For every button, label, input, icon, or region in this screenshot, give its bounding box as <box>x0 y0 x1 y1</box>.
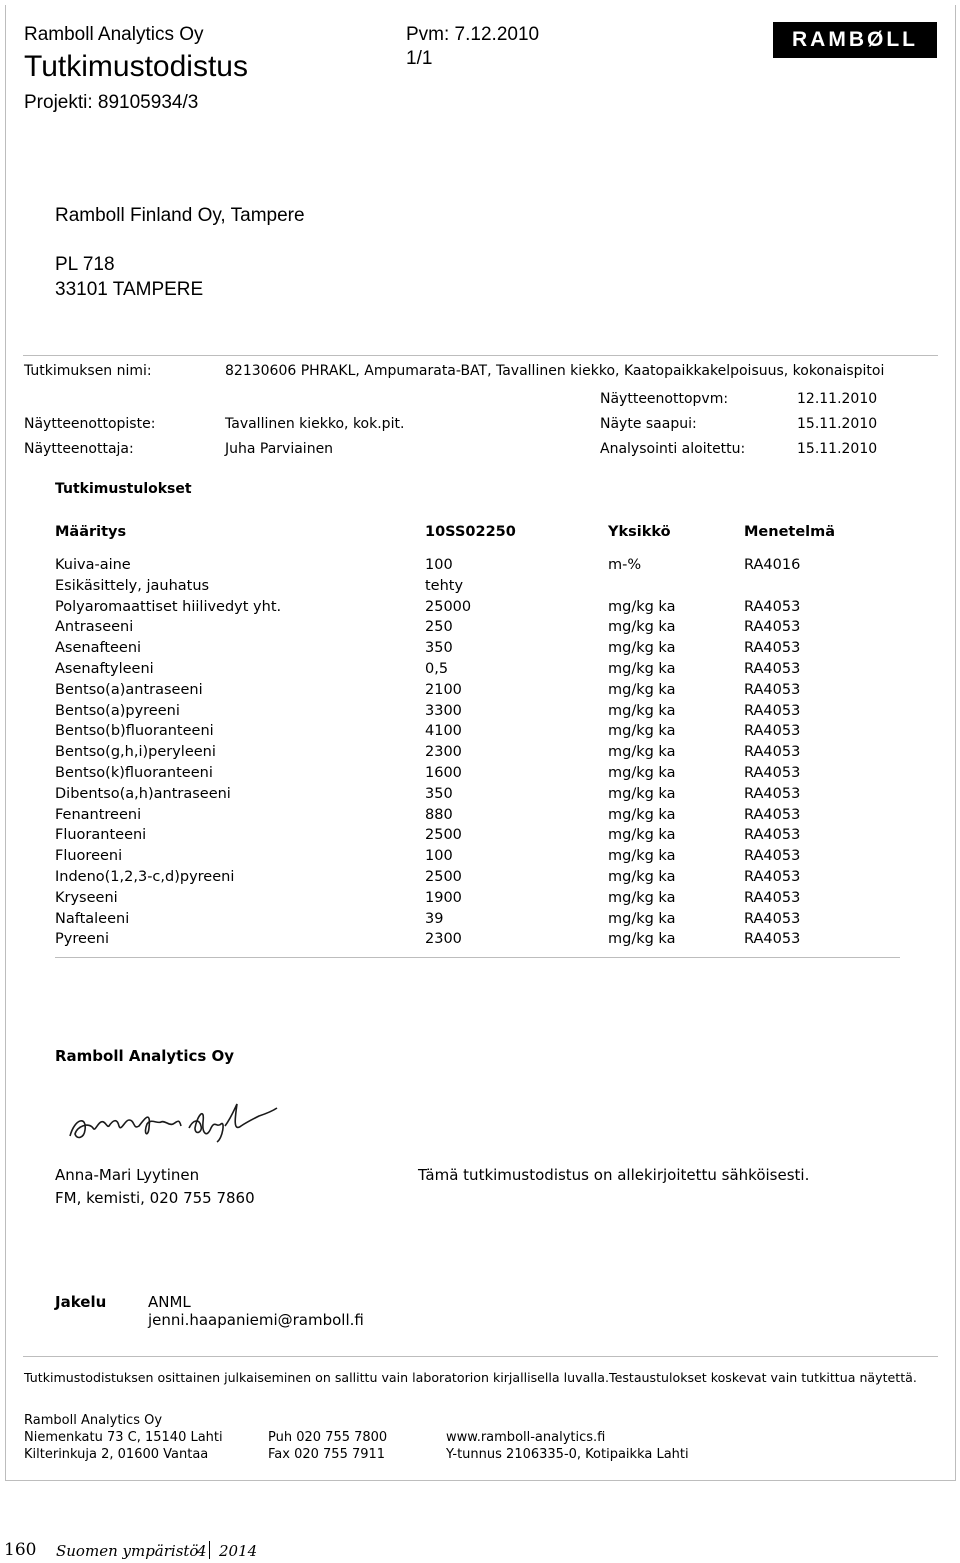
cell-determination: Dibentso(a,h)antraseeni <box>55 785 231 802</box>
cell-determination: Fluoranteeni <box>55 827 147 844</box>
cell-method: RA4053 <box>744 765 801 781</box>
table-row <box>55 869 900 890</box>
cell-determination: Esikäsittely, jauhatus <box>55 577 210 594</box>
cell-unit: mg/kg ka <box>608 910 676 927</box>
cell-unit: mg/kg ka <box>608 619 676 636</box>
cell-unit: mg/kg ka <box>608 785 676 802</box>
footer-address-vantaa: Kilterinkuja 2, 01600 Vantaa <box>24 1447 209 1462</box>
project-number: Projekti: 89105934/3 <box>24 92 199 113</box>
ramboll-logo: RAMBØLL <box>773 22 937 58</box>
sampler-value: Juha Parviainen <box>225 441 334 457</box>
signer-title: FM, kemisti, 020 755 7860 <box>55 1189 255 1207</box>
analysis-start-value: 15.11.2010 <box>797 441 878 457</box>
study-name-label: Tutkimuksen nimi: <box>24 363 152 379</box>
results-header-row <box>55 524 900 545</box>
cell-method: RA4053 <box>744 598 801 615</box>
signature-org: Ramboll Analytics Oy <box>55 1047 235 1065</box>
info-top-rule <box>23 355 938 356</box>
table-row <box>55 848 900 869</box>
results-bottom-rule <box>55 957 900 958</box>
cell-method: RA4053 <box>744 619 801 636</box>
document-title: Tutkimustodistus <box>24 50 248 83</box>
cell-determination: Fluoreeni <box>55 848 123 865</box>
distribution-line2: jenni.haapaniemi@ramboll.fi <box>148 1311 364 1329</box>
table-row <box>55 827 900 848</box>
cell-method: RA4053 <box>744 702 801 719</box>
cell-result: 4100 <box>425 723 462 740</box>
cell-method: RA4016 <box>744 557 801 573</box>
cell-method: RA4053 <box>744 869 801 885</box>
cell-method: RA4053 <box>744 910 801 927</box>
distribution-line1: ANML <box>148 1293 191 1311</box>
cell-result: 2100 <box>425 681 462 698</box>
cell-method: RA4053 <box>744 848 801 865</box>
table-row <box>55 890 900 911</box>
cell-determination: Bentso(a)pyreeni <box>55 702 180 719</box>
cell-determination: Asenaftyleeni <box>55 661 154 677</box>
cell-unit: mg/kg ka <box>608 640 676 657</box>
cell-determination: Asenafteeni <box>55 640 142 657</box>
cell-determination: Kryseeni <box>55 889 118 906</box>
cell-result: 880 <box>425 806 453 823</box>
cell-result: 25000 <box>425 598 472 615</box>
disclaimer-top-rule <box>23 1356 938 1357</box>
cell-unit: mg/kg ka <box>608 931 676 948</box>
cell-determination: Pyreeni <box>55 931 110 948</box>
cell-result: 2500 <box>425 827 462 844</box>
table-row <box>55 723 900 744</box>
header-determination: Määritys <box>55 524 127 540</box>
cell-method: RA4053 <box>744 681 801 698</box>
cell-result: 2300 <box>425 744 462 761</box>
cell-method: RA4053 <box>744 744 801 761</box>
cell-method: RA4053 <box>744 785 801 802</box>
footer-business-id: Y-tunnus 2106335-0, Kotipaikka Lahti <box>446 1447 689 1462</box>
publication-issue: 4 <box>197 1542 207 1560</box>
footer-address-lahti: Niemenkatu 73 C, 15140 Lahti <box>24 1430 223 1445</box>
recipient-address-line2: 33101 TAMPERE <box>55 279 204 300</box>
cell-unit: mg/kg ka <box>608 723 676 740</box>
cell-determination: Polyaromaattiset hiilivedyt yht. <box>55 598 282 615</box>
table-row <box>55 557 900 578</box>
cell-unit: mg/kg ka <box>608 848 676 865</box>
cell-result: 250 <box>425 619 453 636</box>
cell-result: 350 <box>425 640 453 657</box>
disclaimer-text: Tutkimustodistuksen osittainen julkaiseminen on sallittu vain laboratorion kirjallisella luvalla.Testaustulokset koskevat vain tutkittua näytettä. <box>24 1370 917 1385</box>
cell-result: 100 <box>425 557 453 573</box>
cell-determination: Bentso(g,h,i)peryleeni <box>55 744 216 761</box>
cell-determination: Bentso(k)fluoranteeni <box>55 765 213 781</box>
analysis-start-label: Analysointi aloitettu: <box>600 441 746 457</box>
publication-name: Suomen ympäristö <box>56 1542 199 1560</box>
header-sample-id: 10SS02250 <box>425 524 516 540</box>
table-row <box>55 619 900 640</box>
footer-fax: Fax 020 755 7911 <box>268 1447 386 1462</box>
cell-method: RA4053 <box>744 661 801 677</box>
table-row <box>55 744 900 765</box>
cell-determination: Antraseeni <box>55 619 134 636</box>
cell-determination: Bentso(a)antraseeni <box>55 681 203 698</box>
recipient-address-line1: PL 718 <box>55 254 115 275</box>
cell-result: 1900 <box>425 889 462 906</box>
sampling-site-label: Näytteenottopiste: <box>24 416 156 432</box>
frame-bottom-border <box>5 1480 956 1481</box>
table-row <box>55 661 900 682</box>
table-row <box>55 807 900 828</box>
cell-determination: Bentso(b)fluoranteeni <box>55 723 214 740</box>
cell-method: RA4053 <box>744 723 801 740</box>
cell-result: 100 <box>425 848 453 865</box>
sampling-date-label: Näytteenottopvm: <box>600 391 729 407</box>
recipient-name: Ramboll Finland Oy, Tampere <box>55 205 305 226</box>
cell-result: 0,5 <box>425 661 449 677</box>
received-label: Näyte saapui: <box>600 416 697 432</box>
footer-website: www.ramboll-analytics.fi <box>446 1430 606 1445</box>
distribution-label: Jakelu <box>55 1293 107 1311</box>
table-row <box>55 931 900 952</box>
results-section-title: Tutkimustulokset <box>55 481 192 497</box>
cell-result: 1600 <box>425 765 462 781</box>
frame-right-border <box>955 5 956 1480</box>
cell-unit: mg/kg ka <box>608 681 676 698</box>
table-row <box>55 682 900 703</box>
cell-method: RA4053 <box>744 827 801 844</box>
cell-result: tehty <box>425 577 464 594</box>
cell-unit: mg/kg ka <box>608 869 676 885</box>
cell-result: 2500 <box>425 869 462 885</box>
table-row <box>55 786 900 807</box>
cell-method: RA4053 <box>744 806 801 823</box>
cell-unit: mg/kg ka <box>608 702 676 719</box>
cell-unit: mg/kg ka <box>608 661 676 677</box>
table-row <box>55 703 900 724</box>
cell-determination: Kuiva-aine <box>55 557 131 573</box>
handwritten-signature <box>65 1098 295 1148</box>
sampling-site-value: Tavallinen kiekko, kok.pit. <box>225 416 405 432</box>
document-date: Pvm: 7.12.2010 <box>406 24 540 45</box>
cell-determination: Fenantreeni <box>55 806 142 823</box>
cell-result: 39 <box>425 910 444 927</box>
cell-method: RA4053 <box>744 640 801 657</box>
header-unit: Yksikkö <box>608 524 671 540</box>
cell-unit: mg/kg ka <box>608 827 676 844</box>
sampler-label: Näytteenottaja: <box>24 441 134 457</box>
company-name: Ramboll Analytics Oy <box>24 24 204 45</box>
table-row <box>55 911 900 932</box>
received-value: 15.11.2010 <box>797 416 878 432</box>
footer-company-name: Ramboll Analytics Oy <box>24 1413 163 1428</box>
cell-method: RA4053 <box>744 931 801 948</box>
cell-determination: Naftaleeni <box>55 910 130 927</box>
cell-unit: mg/kg ka <box>608 598 676 615</box>
table-row <box>55 640 900 661</box>
cell-unit: mg/kg ka <box>608 889 676 906</box>
cell-unit: m-% <box>608 557 642 573</box>
cell-determination: Indeno(1,2,3-c,d)pyreeni <box>55 869 235 885</box>
cell-unit: mg/kg ka <box>608 744 676 761</box>
header-method: Menetelmä <box>744 524 836 540</box>
study-name-value: 82130606 PHRAKL, Ampumarata-BAT, Tavallinen kiekko, Kaatopaikkakelpoisuus, kokonaispitoi <box>225 363 885 379</box>
cell-unit: mg/kg ka <box>608 806 676 823</box>
page-number: 160 <box>4 1540 37 1560</box>
table-row <box>55 765 900 786</box>
footer-separator <box>209 1541 210 1559</box>
table-row <box>55 578 900 599</box>
cell-result: 350 <box>425 785 453 802</box>
frame-left-border <box>5 5 6 1480</box>
table-row <box>55 599 900 620</box>
signer-name: Anna-Mari Lyytinen <box>55 1166 200 1184</box>
cell-result: 2300 <box>425 931 462 948</box>
footer-phone: Puh 020 755 7800 <box>268 1430 388 1445</box>
electronic-signature-note: Tämä tutkimustodistus on allekirjoitettu sähköisesti. <box>418 1166 810 1184</box>
cell-method: RA4053 <box>744 889 801 906</box>
publication-year: 2014 <box>219 1542 258 1560</box>
sampling-date-value: 12.11.2010 <box>797 391 878 407</box>
page-count: 1/1 <box>406 48 433 69</box>
cell-unit: mg/kg ka <box>608 765 676 781</box>
cell-result: 3300 <box>425 702 462 719</box>
